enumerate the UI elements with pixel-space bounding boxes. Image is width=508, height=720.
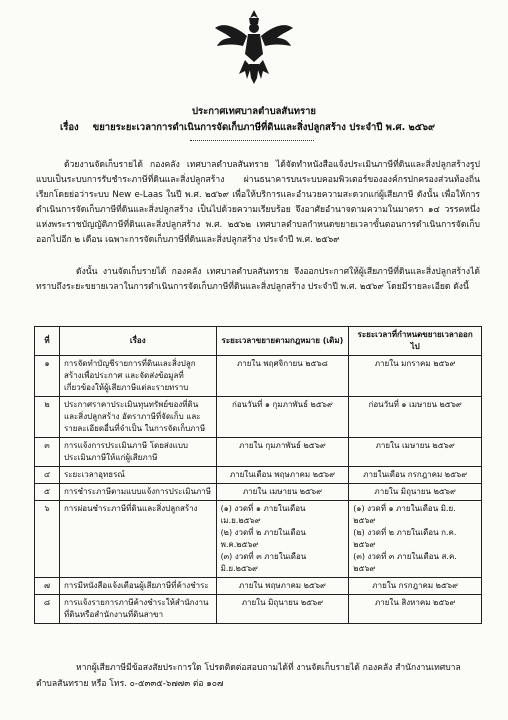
body-paragraph-1: ด้วยงานจัดเก็บรายได้ กองคลัง เทศบาลตำบลสันทราย ได้จัดทำหนังสือแจ้งประเมินภาษีที่ดินและสิ่งปลูกสร้างรูปแบบเป็นระบบการรับชำระภาษีที่ดินและสิ่งปลูกสร้าง ผ่านธนาคารบนระบบคอมพิวเตอร์ขององค์กรปกครองส่วนท้องถิ่น เรียกโดยย่อว่าระบบ New e-Laas ในปี พ.ศ. ๒๕๖๙ เพื่อให้บริการและอำนวยความสะดวกแก่ผู้เสียภาษี ดังนั้น เพื่อให้การดำเนินการจัดเก็บภาษีที่ดินและสิ่งปลูกสร้าง เป็นไปด้วยความเรียบร้อย จึงอาศัยอำนาจตามความในมาตรา ๑๔ วรรคหนึ่ง แห่งพระราชบัญญัติภาษีที่ดินและสิ่งปลูกสร้าง พ.ศ. ๒๕๖๒ เทศบาลตำบลกำหนดขยายเวลาขั้นตอนการดำเนินการจัดเก็บออกไปอีก ๒ เดือน เฉพาะการจัดเก็บภาษีที่ดินและสิ่งปลูกสร้าง ประจำปี พ.ศ. ๒๕๖๙ <box>36 160 480 245</box>
row-legal-period: ภายใน พฤศจิกายน ๒๕๖๘ <box>216 356 349 397</box>
subject-label: เรื่อง <box>60 122 79 133</box>
row-topic: การมีหนังสือแจ้งเตือนผู้เสียภาษีที่ค้างชำระ <box>59 578 216 595</box>
row-topic: การจัดทำบัญชีรายการที่ดินและสิ่งปลูกสร้างเพื่อประกาศ และจัดส่งข้อมูลที่เกี่ยวข้องให้ผู้เสียภาษีแต่ละรายทราบ <box>59 356 216 397</box>
row-number: ๔ <box>35 467 60 484</box>
subject-text: ขยายระยะเวลาการดำเนินการจัดเก็บภาษีที่ดินและสิ่งปลูกสร้าง ประจำปี พ.ศ. ๒๕๖๙ <box>92 122 435 133</box>
table-row <box>35 501 482 578</box>
table-row <box>35 595 482 624</box>
col-topic-header: เรื่อง <box>59 327 216 356</box>
row-number: ๘ <box>35 595 60 624</box>
row-number: ๖ <box>35 501 60 578</box>
table-header-row <box>35 327 482 356</box>
title-divider <box>190 140 314 141</box>
row-topic: ประกาศราคาประเมินทุนทรัพย์ของที่ดินและสิ่งปลูกสร้าง อัตราภาษีที่จัดเก็บ และรายละเอียดอื่นที่จำเป็น ในการจัดเก็บภาษี <box>59 397 216 438</box>
row-number: ๒ <box>35 397 60 438</box>
row-number: ๕ <box>35 484 60 501</box>
installment-line: (๑) งวดที่ ๑ ภายในเดือน เม.ย.๒๕๖๙ <box>220 504 306 525</box>
contact-footer: หากผู้เสียภาษีมีข้อสงสัยประการใด โปรดติดต่อสอบถามได้ที่ งานจัดเก็บรายได้ กองคลัง สำนักงานเทศบาลตำบลสันทราย หรือ โทร. ๐-๕๓๓๕-๖๗๗๓ ต่อ ๑๐๗ <box>36 663 461 689</box>
installment-line: (๓) งวดที่ ๓ ภายในเดือน ส.ค. ๒๕๖๙ <box>353 552 457 573</box>
row-topic: การแจ้งการประเมินภาษี โดยส่งแบบประเมินภาษีให้แก่ผู้เสียภาษี <box>59 438 216 467</box>
row-topic: ระยะเวลาอุทธรณ์ <box>59 467 216 484</box>
row-extended-period: ภายใน เมษายน ๒๕๖๙ <box>349 438 482 467</box>
row-extended-period: ภายใน มกราคม ๒๕๖๙ <box>349 356 482 397</box>
table-row <box>35 484 482 501</box>
row-extended-installments <box>349 501 482 578</box>
installment-line: (๓) งวดที่ ๓ ภายในเดือน มิ.ย.๒๕๖๙ <box>220 552 307 573</box>
installment-line: (๒) งวดที่ ๒ ภายในเดือน ก.ค. ๒๕๖๙ <box>353 528 457 549</box>
row-topic: การผ่อนชำระภาษีที่ดินและสิ่งปลูกสร้าง <box>59 501 216 578</box>
row-number: ๑ <box>35 356 60 397</box>
table-row <box>35 438 482 467</box>
row-extended-period: ภายใน สิงหาคม ๒๕๖๙ <box>349 595 482 624</box>
row-legal-period: ภายใน เมษายน ๒๕๖๙ <box>216 484 349 501</box>
row-extended-period: ภายในเดือน กรกฎาคม ๒๕๖๙ <box>349 467 482 484</box>
announcement-subject <box>60 120 500 135</box>
table-row <box>35 578 482 595</box>
installment-line: (๒) งวดที่ ๒ ภายในเดือน พ.ค.๒๕๖๙ <box>220 528 306 549</box>
col-legal-header: ระยะเวลาขยายตามกฎหมาย (เดิม) <box>216 327 349 356</box>
row-extended-period: ก่อนวันที่ ๑ เมษายน ๒๕๖๙ <box>349 397 482 438</box>
garuda-emblem <box>213 8 295 86</box>
row-legal-period: ภายใน กุมภาพันธ์ ๒๕๖๙ <box>216 438 349 467</box>
schedule-table <box>34 326 482 624</box>
body-paragraph-2: ดังนั้น งานจัดเก็บรายได้ กองคลัง เทศบาลตำบลสันทราย จึงออกประกาศให้ผู้เสียภาษีที่ดินและสิ่งปลูกสร้างได้ทราบถึงระยะขยายเวลาในการดำเนินการจัดเก็บภาษีที่ดินและสิ่งปลูกสร้าง ประจำปี พ.ศ. ๒๕๖๙ โดยมีรายละเอียด ดังนี้ <box>36 267 480 292</box>
row-topic: การแจ้งรายการภาษีค้างชำระให้สำนักงานที่ดินหรือสำนักงานที่ดินสาขา <box>59 595 216 624</box>
table-row <box>35 467 482 484</box>
row-extended-period: ภายใน มิถุนายน ๒๕๖๙ <box>349 484 482 501</box>
row-topic: การชำระภาษีตามแบบแจ้งการประเมินภาษี <box>59 484 216 501</box>
row-extended-period: ภายใน กรกฎาคม ๒๕๖๙ <box>349 578 482 595</box>
row-legal-period: ภายใน พฤษภาคม ๒๕๖๙ <box>216 578 349 595</box>
row-number: ๗ <box>35 578 60 595</box>
col-extended-header: ระยะเวลาที่กำหนดขยายเวลาออกไป <box>349 327 482 356</box>
col-no-header: ที่ <box>35 327 60 356</box>
row-legal-period: ภายในเดือน พฤษภาคม ๒๕๖๙ <box>216 467 349 484</box>
table-row <box>35 356 482 397</box>
row-legal-period: ภายใน มิถุนายน ๒๕๖๙ <box>216 595 349 624</box>
table-row <box>35 397 482 438</box>
row-legal-period: ก่อนวันที่ ๑ กุมภาพันธ์ ๒๕๖๙ <box>216 397 349 438</box>
announcement-title: ประกาศเทศบาลตำบลสันทราย <box>192 106 316 117</box>
row-legal-installments <box>216 501 349 578</box>
installment-line: (๑) งวดที่ ๑ ภายในเดือน มิ.ย. ๒๕๖๙ <box>353 504 456 525</box>
row-number: ๓ <box>35 438 60 467</box>
